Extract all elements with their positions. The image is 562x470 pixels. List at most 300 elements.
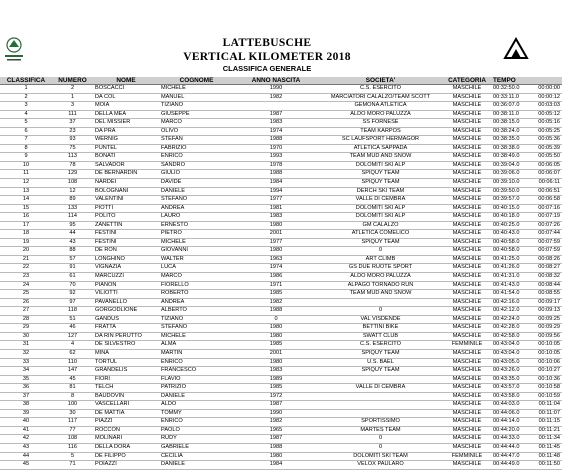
time-cell: 00:43:57.0 <box>491 384 526 393</box>
table-row <box>0 110 562 119</box>
first-name-cell: FRATTA <box>93 324 159 333</box>
table-row <box>0 324 562 333</box>
category-cell: FEMMINILE <box>443 341 491 350</box>
time-cell: 00:38:35.0 <box>491 136 526 145</box>
time-cell: 00:43:05.0 <box>491 358 526 367</box>
rank-cell: 26 <box>0 298 52 307</box>
birth-year-cell: 1983 <box>234 119 318 128</box>
category-cell: MASCHILE <box>443 196 491 205</box>
gap-cell: 00:11:50 <box>526 461 562 470</box>
club-cell: ATLETICA SAPPADA <box>318 144 443 153</box>
rank-cell: 23 <box>0 273 52 282</box>
first-name-cell: MINA <box>93 349 159 358</box>
time-cell: 00:40:25.0 <box>491 221 526 230</box>
club-cell: VAL VISDENDE <box>318 315 443 324</box>
time-cell: 00:38:38.0 <box>491 144 526 153</box>
club-cell: GM CALALZO <box>318 221 443 230</box>
first-name-cell: DE RON <box>93 247 159 256</box>
rank-cell: 31 <box>0 341 52 350</box>
gap-cell: 00:07:26 <box>526 221 562 230</box>
birth-year-cell: 1989 <box>234 375 318 384</box>
gap-cell: 00:11:21 <box>526 426 562 435</box>
number-cell: 108 <box>52 435 93 444</box>
club-cell: DERCH SKI TEAM <box>318 187 443 196</box>
gap-cell: 00:06:51 <box>526 187 562 196</box>
rank-cell: 29 <box>0 324 52 333</box>
category-cell: MASCHILE <box>443 221 491 230</box>
gap-cell: 00:05:25 <box>526 127 562 136</box>
table-row <box>0 170 562 179</box>
birth-year-cell: 2001 <box>234 349 318 358</box>
club-cell: SPIQUY TEAM <box>318 238 443 247</box>
rank-cell: 16 <box>0 213 52 222</box>
last-name-cell: PATRIZIO <box>159 384 234 393</box>
number-cell: 75 <box>52 144 93 153</box>
gap-cell: 00:06:07 <box>526 170 562 179</box>
category-cell: MASCHILE <box>443 179 491 188</box>
col-header-club: SOCIETA' <box>318 77 443 85</box>
number-cell: 111 <box>52 110 93 119</box>
club-cell: SS FORNESE <box>318 119 443 128</box>
table-row <box>0 341 562 350</box>
birth-year-cell: 1981 <box>234 204 318 213</box>
number-cell: 57 <box>52 255 93 264</box>
first-name-cell: POLITO <box>93 213 159 222</box>
table-row <box>0 179 562 188</box>
time-cell: 00:41:25.0 <box>491 255 526 264</box>
last-name-cell: ALMA <box>159 341 234 350</box>
number-cell: 61 <box>52 273 93 282</box>
table-row <box>0 443 562 452</box>
birth-year-cell: 1988 <box>234 443 318 452</box>
birth-year-cell: 1974 <box>234 264 318 273</box>
category-cell: MASCHILE <box>443 255 491 264</box>
rank-cell: 14 <box>0 196 52 205</box>
category-cell: MASCHILE <box>443 85 491 94</box>
gap-cell: 00:11:04 <box>526 401 562 410</box>
rank-cell: 25 <box>0 290 52 299</box>
category-cell: MASCHILE <box>443 384 491 393</box>
last-name-cell: ENRICO <box>159 153 234 162</box>
last-name-cell: FIORELLO <box>159 281 234 290</box>
number-cell: 127 <box>52 332 93 341</box>
time-cell: 00:44:49.0 <box>491 461 526 470</box>
number-cell: 3 <box>52 102 93 111</box>
gap-cell: 00:09:13 <box>526 307 562 316</box>
gap-cell: 00:10:06 <box>526 358 562 367</box>
table-row <box>0 452 562 461</box>
time-cell: 00:40:15.0 <box>491 204 526 213</box>
club-cell: DOLOMITI SKI TEAM <box>318 452 443 461</box>
table-row <box>0 144 562 153</box>
last-name-cell: ENRICO <box>159 418 234 427</box>
club-cell: MARTES TEAM <box>318 426 443 435</box>
category-cell: MASCHILE <box>443 213 491 222</box>
category-cell: MASCHILE <box>443 332 491 341</box>
birth-year-cell: 1986 <box>234 273 318 282</box>
last-name-cell: MARCO <box>159 119 234 128</box>
number-cell: 77 <box>52 426 93 435</box>
gap-cell: 00:10:27 <box>526 367 562 376</box>
rank-cell: 5 <box>0 119 52 128</box>
table-row <box>0 238 562 247</box>
rank-cell: 32 <box>0 349 52 358</box>
rank-cell: 40 <box>0 418 52 427</box>
category-cell: MASCHILE <box>443 324 491 333</box>
table-row <box>0 230 562 239</box>
number-cell: 97 <box>52 298 93 307</box>
last-name-cell: ANDREA <box>159 204 234 213</box>
first-name-cell: VILIOTTI <box>93 290 159 299</box>
birth-year-cell: 1987 <box>234 435 318 444</box>
table-row <box>0 401 562 410</box>
category-cell: MASCHILE <box>443 204 491 213</box>
gap-cell: 00:00:00 <box>526 85 562 94</box>
last-name-cell: LAURO <box>159 213 234 222</box>
club-cell: DOLOMITI SKI ALP <box>318 204 443 213</box>
last-name-cell: ENRICO <box>159 358 234 367</box>
first-name-cell: DE MATTIA <box>93 409 159 418</box>
first-name-cell: PIOTTI <box>93 204 159 213</box>
club-cell: SC LAUFSPORT HERMAGOR <box>318 136 443 145</box>
rank-cell: 21 <box>0 255 52 264</box>
first-name-cell: DE FILIPPO <box>93 452 159 461</box>
category-cell: MASCHILE <box>443 119 491 128</box>
gap-cell: 00:05:50 <box>526 153 562 162</box>
birth-year-cell: 1990 <box>234 409 318 418</box>
gap-cell: 00:03:03 <box>526 102 562 111</box>
category-cell: MASCHILE <box>443 230 491 239</box>
table-row <box>0 85 562 94</box>
category-cell: MASCHILE <box>443 409 491 418</box>
first-name-cell: PAVANELLO <box>93 298 159 307</box>
club-cell: SPIQUY TEAM <box>318 179 443 188</box>
rank-cell: 43 <box>0 443 52 452</box>
gap-cell: 00:07:59 <box>526 238 562 247</box>
table-row <box>0 247 562 256</box>
birth-year-cell: 2001 <box>234 230 318 239</box>
col-header-number: NUMERO <box>52 77 93 85</box>
birth-year-cell: 1988 <box>234 170 318 179</box>
time-cell: 00:32:50.0 <box>491 85 526 94</box>
birth-year-cell: 1965 <box>234 426 318 435</box>
first-name-cell: ROCCON <box>93 426 159 435</box>
first-name-cell: VASCELLARI <box>93 401 159 410</box>
time-cell: 00:44:44.0 <box>491 443 526 452</box>
number-cell: 62 <box>52 349 93 358</box>
category-cell: MASCHILE <box>443 161 491 170</box>
time-cell: 00:44:03.0 <box>491 401 526 410</box>
time-cell: 00:39:57.0 <box>491 196 526 205</box>
category-cell: MASCHILE <box>443 307 491 316</box>
birth-year-cell: 1972 <box>234 392 318 401</box>
last-name-cell: ANDREA <box>159 298 234 307</box>
col-header-gap <box>526 77 562 85</box>
time-cell: 00:44:06.0 <box>491 409 526 418</box>
club-cell: GS DUE RUOTE SPORT <box>318 264 443 273</box>
time-cell: 00:38:15.0 <box>491 119 526 128</box>
last-name-cell: GABRIELE <box>159 443 234 452</box>
first-name-cell: DA RIN PERUTTO <box>93 332 159 341</box>
gap-cell: 00:06:11 <box>526 179 562 188</box>
last-name-cell: ALDO <box>159 401 234 410</box>
rank-cell: 44 <box>0 452 52 461</box>
gap-cell: 00:11:07 <box>526 409 562 418</box>
category-cell: MASCHILE <box>443 93 491 102</box>
last-name-cell: GIULIO <box>159 170 234 179</box>
first-name-cell: LONGHINO <box>93 255 159 264</box>
last-name-cell: STEFANO <box>159 324 234 333</box>
table-row <box>0 187 562 196</box>
gap-cell: 00:09:29 <box>526 324 562 333</box>
category-cell: MASCHILE <box>443 187 491 196</box>
ranking-subtitle: CLASSIFICA GENERALE <box>222 64 312 73</box>
gap-cell: 00:08:44 <box>526 281 562 290</box>
gap-cell: 00:06:05 <box>526 161 562 170</box>
club-cell: VELOX PAULARO <box>318 461 443 470</box>
club-cell: ATLETICA COMELICO <box>318 230 443 239</box>
number-cell: 110 <box>52 358 93 367</box>
club-cell: ALDO MORO PALUZZA <box>318 273 443 282</box>
club-cell: TEAM MUD AND SNOW <box>318 153 443 162</box>
category-cell: MASCHILE <box>443 264 491 273</box>
table-row <box>0 273 562 282</box>
first-name-cell: POIAZZI <box>93 461 159 470</box>
category-cell: MASCHILE <box>443 298 491 307</box>
last-name-cell: GIUSEPPE <box>159 110 234 119</box>
club-cell: TEAM KARPOS <box>318 127 443 136</box>
first-name-cell: BAUDOVIN <box>93 392 159 401</box>
time-cell: 00:39:50.0 <box>491 187 526 196</box>
club-cell: 0 <box>318 435 443 444</box>
time-cell: 00:42:24.0 <box>491 315 526 324</box>
table-row <box>0 196 562 205</box>
first-name-cell: MOLINARI <box>93 435 159 444</box>
birth-year-cell: 1994 <box>234 187 318 196</box>
category-cell: MASCHILE <box>443 435 491 444</box>
number-cell: 133 <box>52 204 93 213</box>
rank-cell: 4 <box>0 110 52 119</box>
table-row <box>0 161 562 170</box>
birth-year-cell: 1980 <box>234 452 318 461</box>
time-cell: 00:43:04.0 <box>491 341 526 350</box>
number-cell: 113 <box>52 153 93 162</box>
first-name-cell: VIGNAZIA <box>93 264 159 273</box>
club-cell: DOLOMITI SKI ALP <box>318 161 443 170</box>
gap-cell: 00:10:05 <box>526 349 562 358</box>
club-cell: SWATT CLUB <box>318 332 443 341</box>
time-cell: 00:40:58.0 <box>491 238 526 247</box>
number-cell: 78 <box>52 161 93 170</box>
category-cell: MASCHILE <box>443 247 491 256</box>
last-name-cell: GIOVANNI <box>159 247 234 256</box>
last-name-cell: FLAVIO <box>159 375 234 384</box>
category-cell: MASCHILE <box>443 443 491 452</box>
rank-cell: 13 <box>0 187 52 196</box>
time-cell: 00:44:47.0 <box>491 452 526 461</box>
number-cell: 23 <box>52 127 93 136</box>
last-name-cell: OLIVO <box>159 127 234 136</box>
last-name-cell: MICHELE <box>159 85 234 94</box>
birth-year-cell: 1985 <box>234 290 318 299</box>
last-name-cell: STEFANO <box>159 196 234 205</box>
gap-cell: 00:10:58 <box>526 384 562 393</box>
category-cell: MASCHILE <box>443 153 491 162</box>
table-row <box>0 298 562 307</box>
birth-year-cell: 1977 <box>234 238 318 247</box>
number-cell: 37 <box>52 119 93 128</box>
rank-cell: 39 <box>0 409 52 418</box>
gap-cell: 00:07:59 <box>526 247 562 256</box>
number-cell: 5 <box>52 452 93 461</box>
category-cell: FEMMINILE <box>443 452 491 461</box>
last-name-cell: TOMMY <box>159 409 234 418</box>
last-name-cell: RUDY <box>159 435 234 444</box>
time-cell: 00:40:18.0 <box>491 213 526 222</box>
birth-year-cell: 1974 <box>234 127 318 136</box>
category-cell: MASCHILE <box>443 170 491 179</box>
number-cell: 51 <box>52 315 93 324</box>
category-cell: MASCHILE <box>443 238 491 247</box>
first-name-cell: PIAZZI <box>93 418 159 427</box>
rank-cell: 8 <box>0 144 52 153</box>
rank-cell: 12 <box>0 179 52 188</box>
category-cell: MASCHILE <box>443 392 491 401</box>
number-cell: 89 <box>52 196 93 205</box>
table-row <box>0 264 562 273</box>
birth-year-cell: 1970 <box>234 144 318 153</box>
last-name-cell: MARCO <box>159 273 234 282</box>
time-cell: 00:40:43.0 <box>491 230 526 239</box>
first-name-cell: BOLOGNANI <box>93 187 159 196</box>
rank-cell: 28 <box>0 315 52 324</box>
birth-year-cell: 1984 <box>234 461 318 470</box>
table-row <box>0 358 562 367</box>
number-cell: 117 <box>52 418 93 427</box>
col-header-first-name: NOME <box>93 77 159 85</box>
category-cell: MASCHILE <box>443 358 491 367</box>
category-cell: MASCHILE <box>443 102 491 111</box>
table-row <box>0 255 562 264</box>
time-cell: 00:43:26.0 <box>491 367 526 376</box>
club-cell: ART CLIMB <box>318 255 443 264</box>
birth-year-cell: 1983 <box>234 367 318 376</box>
table-row <box>0 461 562 470</box>
first-name-cell: TORTUL <box>93 358 159 367</box>
club-cell: DOLOMITI SKI ALP <box>318 213 443 222</box>
club-cell: VALLE DI CEMBRA <box>318 196 443 205</box>
rank-cell: 37 <box>0 392 52 401</box>
first-name-cell: NARDEI <box>93 179 159 188</box>
table-row <box>0 221 562 230</box>
first-name-cell: FESTINI <box>93 238 159 247</box>
birth-year-cell: 1987 <box>234 110 318 119</box>
birth-year-cell: 1983 <box>234 213 318 222</box>
category-cell: MASCHILE <box>443 375 491 384</box>
birth-year-cell: 1985 <box>234 341 318 350</box>
club-cell: U.S. BAEL <box>318 358 443 367</box>
club-cell: SPIQUY TEAM <box>318 170 443 179</box>
gap-cell: 00:07:16 <box>526 204 562 213</box>
first-name-cell: DE BERNARDIN <box>93 170 159 179</box>
table-row <box>0 307 562 316</box>
last-name-cell: DAVIDE <box>159 179 234 188</box>
birth-year-cell: 1963 <box>234 255 318 264</box>
gap-cell: 00:10:36 <box>526 375 562 384</box>
first-name-cell: DA PRA <box>93 127 159 136</box>
time-cell: 00:38:49.0 <box>491 153 526 162</box>
table-row <box>0 136 562 145</box>
rank-cell: 30 <box>0 332 52 341</box>
time-cell: 00:36:07.0 <box>491 102 526 111</box>
time-cell: 00:43:35.0 <box>491 375 526 384</box>
rank-cell: 36 <box>0 384 52 393</box>
gap-cell: 00:07:44 <box>526 230 562 239</box>
last-name-cell: MICHELE <box>159 238 234 247</box>
time-cell: 00:43:04.0 <box>491 349 526 358</box>
first-name-cell: FESTINI <box>93 230 159 239</box>
last-name-cell: PAOLO <box>159 426 234 435</box>
birth-year-cell: 0 <box>234 315 318 324</box>
col-header-birth-year: ANNO NASCITA <box>234 77 318 85</box>
club-cell: GEMONA ATLETICA <box>318 102 443 111</box>
number-cell: 147 <box>52 367 93 376</box>
table-row <box>0 153 562 162</box>
category-cell: MASCHILE <box>443 127 491 136</box>
last-name-cell: STEFAN <box>159 136 234 145</box>
birth-year-cell: 1988 <box>234 307 318 316</box>
time-cell: 00:44:33.0 <box>491 435 526 444</box>
time-cell: 00:41:43.0 <box>491 281 526 290</box>
number-cell: 129 <box>52 170 93 179</box>
time-cell: 00:40:58.0 <box>491 247 526 256</box>
col-header-time: TEMPO <box>491 77 526 85</box>
category-cell: MASCHILE <box>443 110 491 119</box>
time-cell: 00:42:12.0 <box>491 307 526 316</box>
gap-cell: 00:11:15 <box>526 418 562 427</box>
gap-cell: 00:10:59 <box>526 392 562 401</box>
club-cell: VALLE DI CEMBRA <box>318 384 443 393</box>
club-cell <box>318 375 443 384</box>
time-cell: 00:33:11.0 <box>491 93 526 102</box>
club-cell: C.S. ESERCITO <box>318 341 443 350</box>
last-name-cell: MARTIN <box>159 349 234 358</box>
birth-year-cell: 1982 <box>234 418 318 427</box>
club-cell: 0 <box>318 247 443 256</box>
gap-cell: 00:08:26 <box>526 255 562 264</box>
club-cell: ALDO MORO PALUZZA <box>318 110 443 119</box>
number-cell: 92 <box>52 290 93 299</box>
table-row <box>0 426 562 435</box>
rank-cell: 35 <box>0 375 52 384</box>
birth-year-cell: 1982 <box>234 298 318 307</box>
number-cell: 46 <box>52 324 93 333</box>
time-cell: 00:38:24.0 <box>491 127 526 136</box>
last-name-cell: MICHELE <box>159 332 234 341</box>
table-row <box>0 435 562 444</box>
table-row <box>0 367 562 376</box>
gap-cell: 00:09:25 <box>526 315 562 324</box>
number-cell: 116 <box>52 443 93 452</box>
first-name-cell: MOIA <box>93 102 159 111</box>
first-name-cell: SALVADOR <box>93 161 159 170</box>
table-row <box>0 290 562 299</box>
last-name-cell: DANIELE <box>159 392 234 401</box>
last-name-cell: ERNESTO <box>159 221 234 230</box>
table-row <box>0 384 562 393</box>
table-row <box>0 418 562 427</box>
first-name-cell: DE SILVESTRO <box>93 341 159 350</box>
